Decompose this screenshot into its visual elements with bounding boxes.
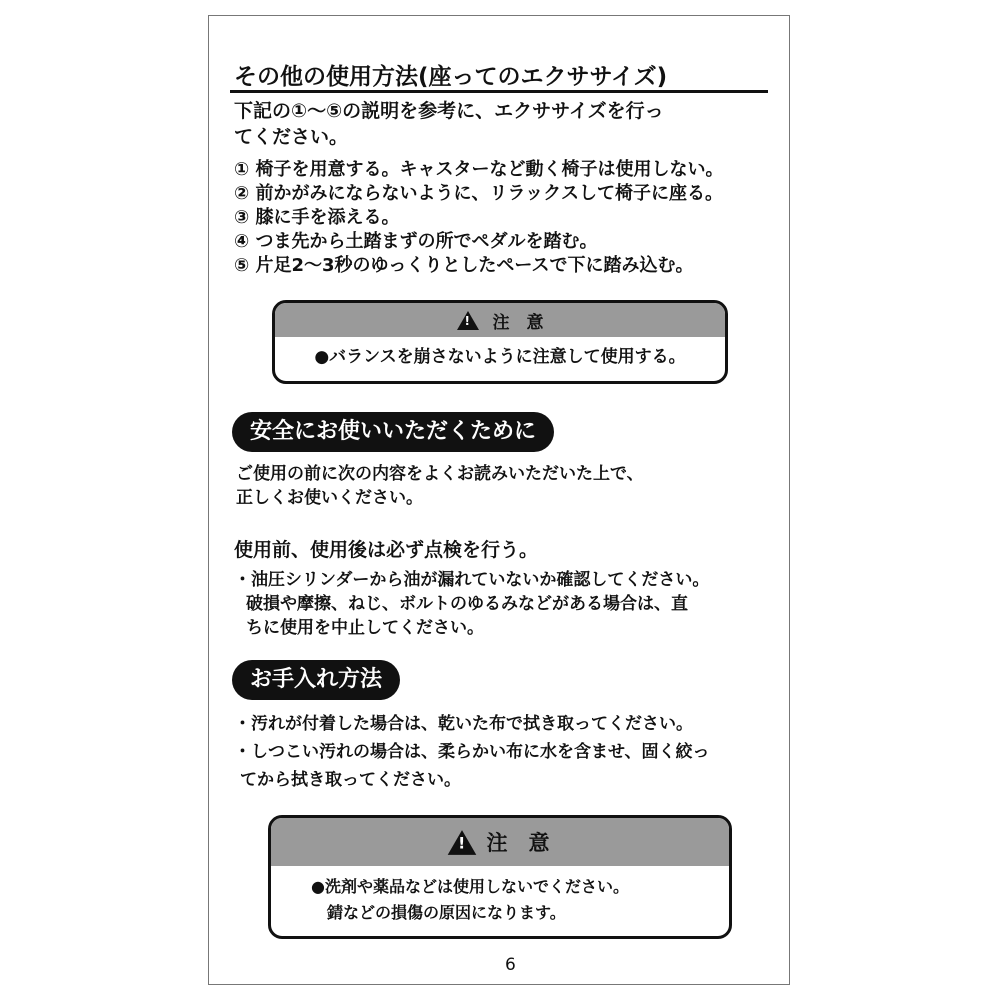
maintenance-bullets xyxy=(234,710,710,794)
caution-text xyxy=(271,866,729,926)
exercise-intro xyxy=(234,98,664,150)
section-heading-maintenance: お手入れ方法 xyxy=(232,660,400,700)
text-line: てから拭き取ってください。 xyxy=(240,770,461,790)
caution-box-balance xyxy=(272,300,728,384)
step-item: ③ 膝に手を添える。 xyxy=(234,207,400,228)
exercise-steps xyxy=(234,158,724,278)
caution-title: 注 意 xyxy=(492,312,544,333)
text-line: ●洗剤や薬品などは使用しないでください。 xyxy=(311,877,629,896)
title-underline xyxy=(230,90,768,93)
text-line: ・汚れが付着した場合は、乾いた布で拭き取ってください。 xyxy=(234,714,693,734)
caution-header xyxy=(275,303,725,337)
step-item: ① 椅子を用意する。キャスターなど動く椅子は使用しない。 xyxy=(234,159,724,180)
step-item: ② 前かがみにならないように、リラックスして椅子に座る。 xyxy=(234,183,723,204)
text-line: ・油圧シリンダーから油が漏れていないか確認してください。 xyxy=(234,570,710,590)
text-line: 正しくお使いください。 xyxy=(236,488,423,508)
caution-text: ●バランスを崩さないように注意して使用する。 xyxy=(314,347,686,367)
caution-header xyxy=(271,818,729,866)
safety-intro xyxy=(236,462,644,510)
section-title-seated-exercise: その他の使用方法(座ってのエクササイズ) xyxy=(234,64,668,90)
step-item: ⑤ 片足2～3秒のゆっくりとしたペースで下に踏み込む。 xyxy=(234,255,694,276)
warning-triangle-icon xyxy=(447,830,476,855)
warning-triangle-icon xyxy=(457,311,479,330)
text-line: ・しつこい汚れの場合は、柔らかい布に水を含ませ、固く絞っ xyxy=(234,742,710,762)
text-line: ちに使用を中止してください。 xyxy=(246,618,484,638)
inspection-subheading: 使用前、使用後は必ず点検を行う。 xyxy=(234,539,539,561)
page-number: 6 xyxy=(505,955,516,975)
text-line: 錆などの損傷の原因になります。 xyxy=(327,903,566,922)
text-line: ご使用の前に次の内容をよくお読みいただいた上で、 xyxy=(236,464,644,484)
intro-line: てください。 xyxy=(234,126,349,148)
text-line: 破損や摩擦、ねじ、ボルトのゆるみなどがある場合は、直 xyxy=(246,594,688,614)
intro-line: 下記の①～⑤の説明を参考に、エクササイズを行っ xyxy=(234,100,664,122)
inspection-bullet xyxy=(234,568,709,640)
step-item: ④ つま先から土踏まずの所でペダルを踏む。 xyxy=(234,231,598,252)
caution-box-detergent xyxy=(268,815,732,939)
section-heading-safety: 安全にお使いいただくために xyxy=(232,412,554,452)
caution-title: 注 意 xyxy=(486,831,550,855)
